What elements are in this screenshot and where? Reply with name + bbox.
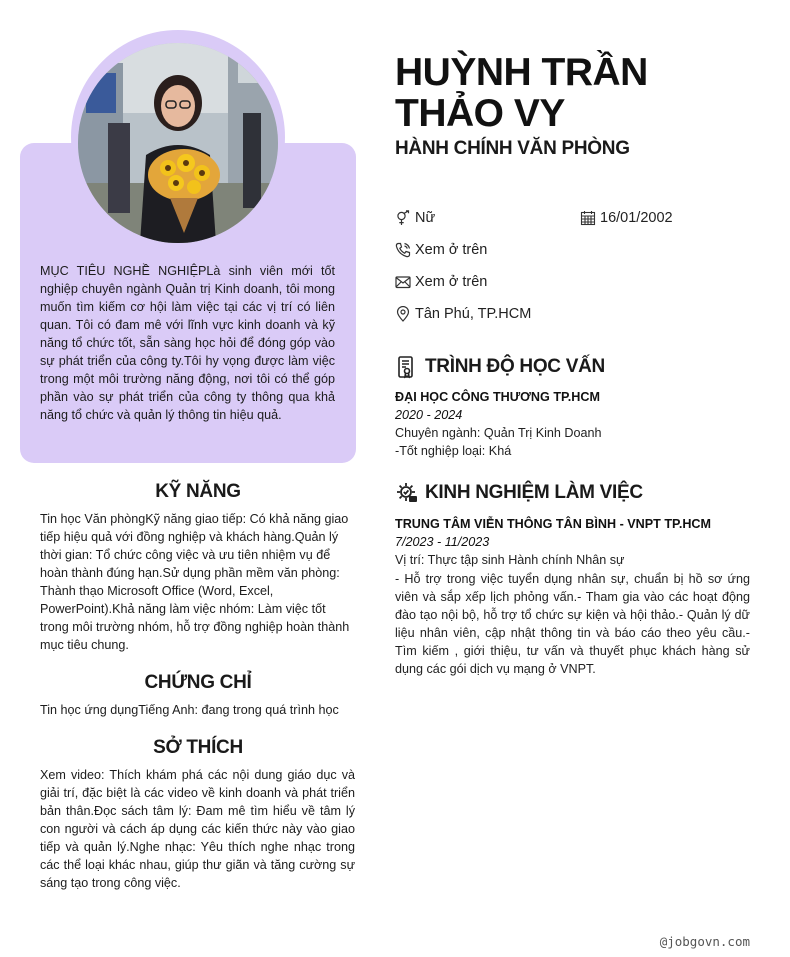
experience-period: 7/2023 - 11/2023 xyxy=(395,535,490,549)
address-info xyxy=(395,306,531,322)
name-line-1: HUỲNH TRẦN xyxy=(395,51,648,94)
badge-gear-icon xyxy=(395,481,419,505)
hobbies-title: SỞ THÍCH xyxy=(153,737,243,758)
education-period: 2020 - 2024 xyxy=(395,408,463,422)
avatar xyxy=(78,43,278,243)
experience-position: Vị trí: Thực tập sinh Hành chính Nhân sự xyxy=(395,553,625,567)
email-value: Xem ở trên xyxy=(415,274,488,290)
address-value: Tân Phú, TP.HCM xyxy=(415,306,532,322)
certificates-title: CHỨNG CHỈ xyxy=(144,672,252,693)
phone-value: Xem ở trên xyxy=(415,242,488,258)
phone-icon xyxy=(395,242,411,258)
job-title: HÀNH CHÍNH VĂN PHÒNG xyxy=(395,138,630,159)
birthdate-value: 16/01/2002 xyxy=(600,210,673,226)
school-name: ĐẠI HỌC CÔNG THƯƠNG TP.HCM xyxy=(395,390,600,404)
gender-info xyxy=(395,210,435,226)
skills-title: KỸ NĂNG xyxy=(155,481,241,502)
certificates-text: Tin học ứng dụngTiếng Anh: đang trong quá trình học xyxy=(40,703,339,717)
gender-icon xyxy=(395,210,411,226)
calendar-icon xyxy=(580,210,596,226)
education-major: Chuyên ngành: Quản Trị Kinh Doanh xyxy=(395,426,602,440)
name-line-2: THẢO VY xyxy=(395,92,565,135)
birthdate-info xyxy=(580,210,673,226)
location-pin-icon xyxy=(395,306,411,322)
email-info xyxy=(395,274,487,290)
envelope-icon xyxy=(395,274,411,290)
certificate-icon xyxy=(395,355,419,379)
education-header xyxy=(395,355,605,379)
education-grade: -Tốt nghiệp loại: Khá xyxy=(395,444,512,458)
company-name: TRUNG TÂM VIỄN THÔNG TÂN BÌNH - VNPT TP.HCM xyxy=(395,517,712,531)
experience-title: KINH NGHIỆM LÀM VIỆC xyxy=(425,482,643,503)
full-name xyxy=(395,52,755,134)
education-title: TRÌNH ĐỘ HỌC VẤN xyxy=(425,356,605,377)
hobbies-text: Xem video: Thích khám phá các nội dung giáo dục và giải trí, đặc biệt là các video về kinh doanh và phát triển bản thân.Đọc sách tâm lý: Đam mê tìm hiểu về tâm lý con người và cách áp dụng các kiến thức này vào giao tiếp và quản lý.Nghe nhạc: Yêu thích nghe nhạc trong các thể loại khác nhau, giúp thư giãn và tăng cường sự sáng tạo trong công việc. xyxy=(40,768,355,890)
watermark: @jobgovn.com xyxy=(659,934,750,949)
career-objective: MỤC TIÊU NGHỀ NGHIỆPLà sinh viên mới tốt nghiệp chuyên ngành Quản trị Kinh doanh, tôi mong muốn tìm kiếm cơ hội làm việc tại các vị trí có liên quan. Tôi có đam mê với lĩnh vực kinh doanh và kỹ năng tổ chức tốt, sẵn sàng học hỏi để đóng góp vào sự phát triển của công ty.Tôi hy vọng được làm việc trong một môi trường năng động, nơi tôi có thể góp phần vào sự phát triển của công ty thông qua khả năng tổ chức và quản lý thông tin hiệu quả. xyxy=(40,264,335,422)
experience-header xyxy=(395,481,643,505)
experience-description: - Hỗ trợ trong việc tuyển dụng nhân sự, chuẩn bị hồ sơ ứng viên và sắp xếp lịch phỏng vấn.- Tham gia vào các hoạt động đào tạo nội bộ, hỗ trợ tổ chức sự kiện và hội thảo.- Quản lý dữ liệu nhân viên, cập nhật thông tin và báo cáo theo yêu cầu.- Tìm kiếm , giới thiệu, tư vấn và thuyết phục khách hàng sử dụng các gói dịch vụ mạng ở VNPT. xyxy=(395,572,750,676)
phone-info xyxy=(395,242,487,258)
skills-text: Tin học Văn phòngKỹ năng giao tiếp: Có khả năng giao tiếp hiệu quả với đồng nghiệp và khách hàng.Quản lý thời gian: Tổ chức công việc và ưu tiên nhiệm vụ để hoàn thành đúng hạn.Sử dụng phần mềm văn phòng: Thành thạo Microsoft Office (Word, Excel, PowerPoint).Khả năng làm việc nhóm: Làm việc tốt trong môi trường nhóm, hỗ trợ đồng nghiệp hoàn thành mục tiêu chung. xyxy=(40,512,350,652)
gender-value: Nữ xyxy=(415,210,436,226)
